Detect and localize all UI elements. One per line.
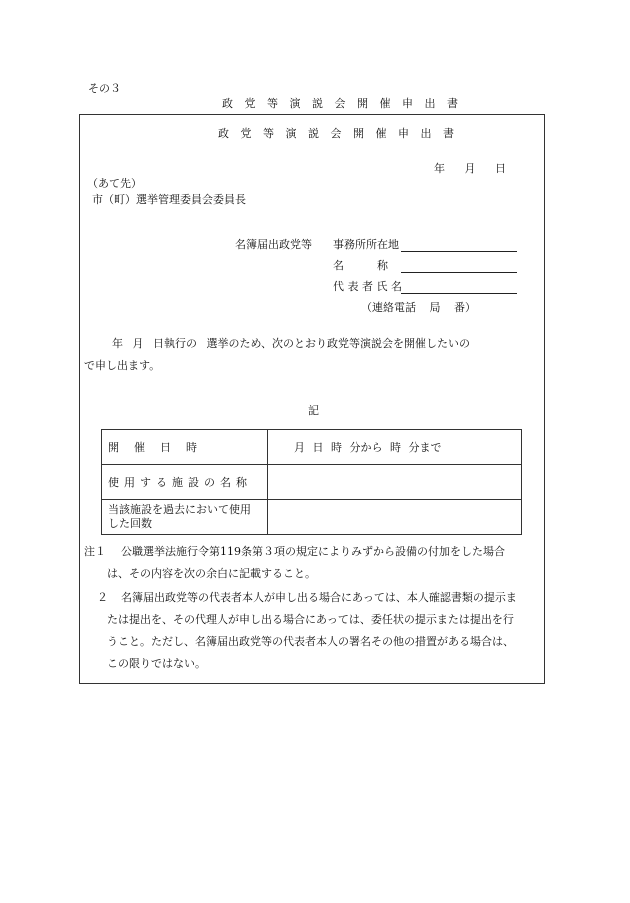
date-field[interactable]: 年 月 日 [434, 162, 506, 175]
note1-number: 注１ [84, 545, 106, 558]
note2-line1: 名簿届出政党等の代表者本人が申し出る場合にあっては、本人確認書類の提示ま [121, 591, 517, 604]
party-name-row [333, 257, 517, 273]
representative-field[interactable] [401, 281, 517, 294]
details-table [101, 429, 522, 535]
table-row [102, 430, 522, 465]
facility-label-cell [102, 465, 268, 500]
note1-line2: は、その内容を次の余白に記載すること。 [107, 567, 316, 580]
note1-line1: 公職選挙法施行令第119条第３項の規定によりみずから設備の付加をした場合 [121, 545, 505, 558]
facility-label: 使用する施設の名称 [108, 476, 252, 489]
office-address-row [333, 236, 517, 252]
schedule-field[interactable]: 月 日 時 分から 時 分まで [268, 430, 522, 465]
body-text-line1: 年 月 日執行の 選挙のため、次のとおり政党等演説会を開催したいの [112, 337, 471, 350]
form-title: 政 党 等 演 説 会 開 催 申 出 書 [218, 127, 458, 140]
note2-line4: この限りではない。 [107, 657, 206, 670]
outer-title: 政 党 等 演 説 会 開 催 申 出 書 [222, 97, 462, 110]
party-name-label: 名 称 [333, 259, 388, 272]
past-use-label: 当該施設を過去において使用した回数 [102, 500, 268, 535]
facility-field[interactable] [268, 465, 522, 500]
office-address-label: 事務所所在地 [333, 238, 399, 251]
table-row [102, 465, 522, 500]
note2-line3: うこと。ただし、名簿届出政党等の代表者本人の署名その他の措置がある場合は、 [107, 635, 514, 648]
office-address-field[interactable] [401, 239, 517, 252]
past-use-field[interactable] [268, 500, 522, 535]
party-label: 名簿届出政党等 [235, 238, 312, 251]
ki-marker: 記 [308, 404, 319, 417]
note2-number: ２ [97, 591, 108, 604]
table-row [102, 500, 522, 535]
body-text-line2: で申し出ます。 [84, 359, 161, 372]
form-number: その３ [88, 82, 121, 95]
addressee-label: （あて先） [87, 177, 142, 190]
representative-label: 代 表 者 氏 名 [333, 280, 402, 293]
schedule-label-cell [102, 430, 268, 465]
phone-field[interactable]: （連絡電話 局 番） [361, 301, 476, 314]
addressee-name: 市（町）選挙管理委員会委員長 [92, 193, 246, 206]
party-name-field[interactable] [401, 260, 517, 273]
representative-row [333, 278, 517, 294]
note2-line2: たは提出を、その代理人が申し出る場合にあっては、委任状の提示または提出を行 [107, 613, 514, 626]
schedule-label: 開催日時 [108, 441, 212, 454]
